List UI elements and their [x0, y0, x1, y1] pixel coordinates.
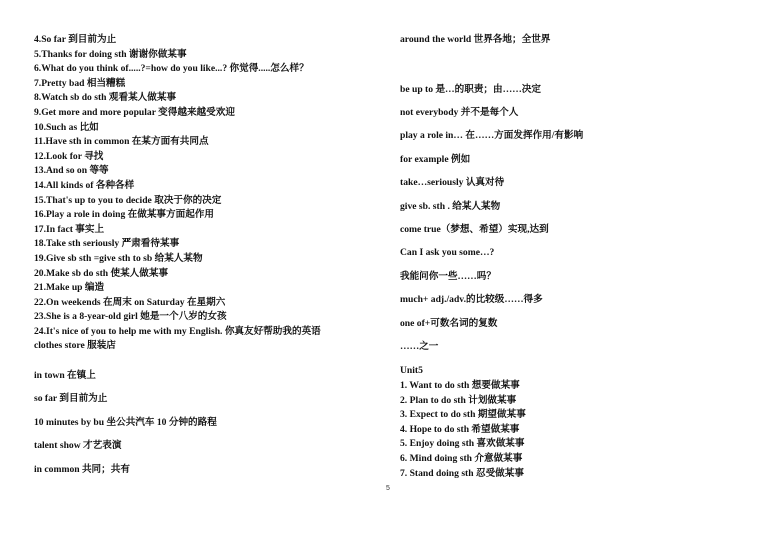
unit-item: 2. Plan to do sth 计划做某事	[400, 394, 517, 406]
unit-section	[400, 364, 760, 481]
phrase-item: 10.Such as 比如	[34, 121, 99, 133]
phrase-item: 13.And so on 等等	[34, 165, 109, 177]
phrase-item: 19.Give sb sth =give sth to sb 给某人某物	[34, 252, 203, 264]
phrase-item: 5.Thanks for doing sth 谢谢你做某事	[34, 48, 187, 60]
phrase-item: 12.Look for 寻找	[34, 150, 104, 162]
phrase-item: 7.Pretty bad 相当糟糕	[34, 77, 126, 89]
phrase-item: in common 共同；共有	[34, 463, 130, 475]
unit-title: Unit5	[400, 365, 423, 377]
unit-item: 1. Want to do sth 想要做某事	[400, 380, 520, 392]
phrase-item: 16.Play a role in doing 在做某事方面起作用	[34, 209, 214, 221]
unit-item: 4. Hope to do sth 希望做某事	[400, 423, 520, 435]
phrase-item: not everybody 并不是每个人	[400, 107, 519, 118]
phrase-item: 6.What do you think of.....?=how do you like...? 你觉得.....怎么样？	[34, 63, 309, 75]
phrase-item: 10 minutes by bu 坐公共汽车 10 分钟的路程	[34, 416, 217, 428]
phrase-item: 我能问你一些……吗？	[400, 270, 496, 282]
phrase-list	[34, 364, 384, 481]
phrase-item: Can I ask you some…?	[400, 247, 495, 259]
phrase-item: be up to 是…的职责；由……决定	[400, 83, 541, 95]
phrase-item: give sb. sth . 给某人某物	[400, 200, 501, 212]
phrase-item: 24.It's nice of you to help me with my English. 你真友好帮助我的英语	[34, 325, 321, 337]
phrase-item: 21.Make up 编造	[34, 282, 105, 294]
phrase-item: 22.On weekends 在周末 on Saturday 在星期六	[34, 296, 226, 308]
right-column	[400, 33, 760, 481]
phrase-item: for example 例如	[400, 153, 471, 165]
unit-item: 6. Mind doing sth 介意做某事	[400, 453, 523, 465]
phrase-item: play a role in… 在……方面发挥作用/有影响	[400, 130, 584, 142]
phrase-item: take…seriously 认真对待	[400, 177, 505, 189]
phrase-item: around the world 世界各地；全世界	[400, 34, 551, 45]
phrase-item: 17.In fact 事实上	[34, 223, 105, 235]
unit-item: 7. Stand doing sth 忍受做某事	[400, 467, 524, 479]
phrase-item: talent show 才艺表演	[34, 440, 122, 452]
numbered-phrase-list	[34, 33, 384, 354]
phrase-item: 4.So far 到目前为止	[34, 34, 117, 45]
phrase-item: ……之一	[400, 341, 439, 353]
unit-item: 3. Expect to do sth 期望做某事	[400, 409, 526, 421]
phrase-item: 15.That's up to you to decide 取决于你的决定	[34, 194, 222, 206]
phrase-item: 11.Have sth in common 在某方面有共同点	[34, 136, 209, 148]
unit-item: 5. Enjoy doing sth 喜欢做某事	[400, 438, 525, 450]
phrase-item: one of+可数名词的复数	[400, 317, 498, 329]
left-column	[34, 33, 384, 481]
phrase-item: so far 到目前为止	[34, 393, 108, 405]
phrase-list	[400, 78, 760, 359]
phrase-item: 18.Take sth seriously 严肃看待某事	[34, 238, 180, 250]
phrase-item: 20.Make sb do sth 使某人做某事	[34, 267, 169, 279]
phrase-item: 8.Watch sb do sth 观看某人做某事	[34, 92, 177, 104]
phrase-item: come true（梦想、希望）实现,达到	[400, 224, 549, 236]
page-number: 5	[386, 485, 390, 492]
phrase-item: much+ adj./adv.的比较级……得多	[400, 294, 543, 306]
phrase-item: 9.Get more and more popular 变得越来越受欢迎	[34, 106, 235, 118]
phrase-item: in town 在镇上	[34, 370, 96, 382]
phrase-item: 23.She is a 8-year-old girl 她是一个八岁的女孩	[34, 311, 227, 323]
phrase-item: 14.All kinds of 各种各样	[34, 179, 135, 191]
phrase-item: clothes store 服装店	[34, 340, 116, 352]
